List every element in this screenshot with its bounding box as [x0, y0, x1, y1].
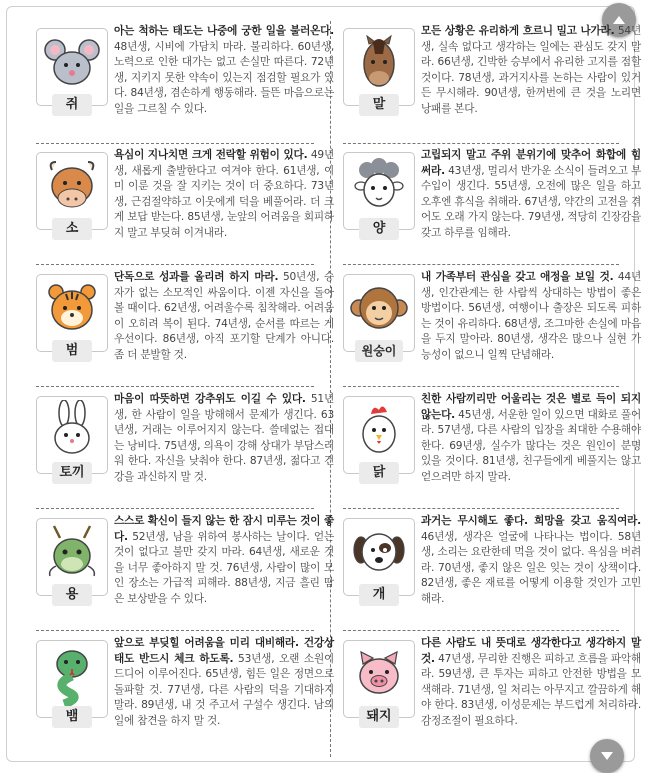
dog-icon: [349, 522, 409, 584]
fortune-body: 51년생, 한 사람이 일을 방해해서 문제가 생긴다. 63년생, 거래는 이루어지지 않는다. 쓸데없는 접대는 낭비다. 75년생, 의욕이 강해 상대가 부담스러워 한다. 자신을 낮춰야 한다. 87년생, 젊다고 건강을 과신하지 말 것.: [114, 393, 334, 483]
ox-icon: [42, 156, 102, 218]
entry-divider: [36, 143, 314, 144]
entry-divider: [343, 386, 619, 387]
zodiac-name-label: 범: [52, 340, 92, 362]
zodiac-name-label: 토끼: [52, 462, 92, 484]
entry-divider: [343, 264, 619, 265]
entry-divider: [343, 630, 619, 631]
fortune-headline: 앞으로 부딪힐 어려움을 미리 대비해라. 건강상태도 반드시 체크 하도록.: [114, 637, 334, 665]
fortune-entry-tiger: [36, 270, 334, 382]
fortune-body: 48년생, 시비에 가담치 마라. 불리하다. 60년생, 노력으로 인한 대가는 없고 손실만 따른다. 72년생, 지키지 못한 약속이 있는지 점검할 필요가 있다. 84년생, 겸손하게 행동해라. 들뜬 마음으로는 일을 그르칠 수 있다.: [114, 40, 334, 115]
zodiac-name-label: 돼지: [359, 706, 399, 728]
entry-divider: [36, 630, 314, 631]
zodiac-name-label: 개: [359, 584, 399, 606]
fortune-headline: 단독으로 성과를 올리려 하지 마라.: [114, 271, 279, 283]
fortune-entry-pig: [343, 636, 641, 748]
fortune-body: 44년생, 인간관계는 한 사람씩 상대하는 방법이 좋은 방법이다. 56년생, 여행이나 출장은 되도록 피하는 것이 유리하다. 68년생, 조그마한 손실에 마음을 두지 말아라. 80년생, 생각은 많으나 실현 가능성이 없으니 일찍 단념해라.: [421, 271, 641, 361]
tiger-icon: [42, 278, 102, 340]
fortune-headline: 고립되지 말고 주위 분위기에 맞추어 화합에 힘써라.: [421, 149, 641, 177]
fortune-body: 43년생, 멀리서 반가운 소식이 들려오고 부수입이 생긴다. 55년생, 오전에 많은 일을 하고 오후엔 휴식을 취해라. 67년생, 약간의 고전을 겪어도 오래 가지 않는다. 79년생, 적당히 긴장감을 갖고 하루를 임해라.: [421, 164, 641, 239]
entry-divider: [36, 264, 314, 265]
fortune-headline: 내 가족부터 관심을 갖고 애정을 보일 것.: [421, 271, 614, 283]
rabbit-icon: [42, 400, 102, 462]
fortune-entry-rooster: [343, 392, 641, 504]
fortune-headline: 욕심이 지나치면 크게 전락할 위험이 있다.: [114, 149, 308, 161]
pig-icon: [349, 644, 409, 706]
fortune-entry-snake: [36, 636, 334, 748]
fortune-entry-ox: [36, 148, 334, 260]
fortune-entry-dragon: [36, 514, 334, 626]
entry-divider: [343, 143, 619, 144]
fortune-headline: 친한 사람끼리만 어울리는 것은 별로 득이 되지 않는다.: [421, 393, 641, 421]
zodiac-name-label: 닭: [359, 462, 399, 484]
zodiac-name-label: 용: [52, 584, 92, 606]
fortune-headline: 마음이 따뜻하면 강추위도 이길 수 있다.: [114, 393, 306, 405]
entry-divider: [36, 508, 314, 509]
zodiac-name-label: 뱀: [52, 706, 92, 728]
rooster-icon: [349, 400, 409, 462]
monkey-icon: [349, 278, 409, 340]
fortune-entry-monkey: [343, 270, 641, 382]
fortune-headline: 아는 척하는 태도는 나중에 궁한 일을 불러온다.: [114, 25, 334, 37]
zodiac-name-label: 쥐: [52, 94, 92, 116]
fortune-entry-dog: [343, 514, 641, 626]
fortune-headline: 다른 사람도 내 뜻대로 생각한다고 생각하지 말 것.: [421, 637, 641, 665]
entry-divider: [36, 386, 314, 387]
sheep-icon: [349, 156, 409, 218]
fortune-body: 49년생, 새롭게 출발한다고 여겨야 한다. 61년생, 이미 이룬 것을 잘 지키는 것이 더 중요하다. 73년생, 근검절약하고 이웃에게 덕을 베풀어라. 더 크게 보답 받는다. 85년생, 눈앞의 어려움을 회피하지 말고 부딪혀 이겨내라.: [114, 149, 334, 239]
rat-icon: [42, 32, 102, 94]
fortune-body: 54년생, 실속 없다고 생각하는 일에는 관심도 갖지 말라. 66년생, 긴박한 승부에서 유리한 고지를 점할 것이다. 78년생, 과거지사를 논하는 사람이 있거든 무시해라. 90년생, 한꺼번에 큰 것을 노리면 낭패를 본다.: [421, 25, 641, 115]
fortune-entry-rat: [36, 24, 334, 136]
zodiac-name-label: 원숭이: [355, 340, 403, 362]
snake-icon: [42, 644, 102, 706]
fortune-headline: 스스로 확신이 들지 않는 한 잠시 미루는 것이 좋다.: [114, 515, 334, 543]
fortune-body: 50년생, 승자가 없는 소모적인 싸움이다. 이젠 자신을 돌아볼 때이다. 62년생, 어려울수록 침착해라. 어려움이 오히려 복이 된다. 74년생, 순서를 따르는 게 우선이다. 86년생, 아직 포기할 단계가 아니다. 좀 더 분발할 것.: [114, 271, 335, 361]
horse-icon: [349, 32, 409, 94]
zodiac-name-label: 말: [359, 94, 399, 116]
arrow-down-icon: [599, 748, 615, 764]
fortune-entry-sheep: [343, 148, 641, 260]
zodiac-name-label: 양: [359, 218, 399, 240]
fortune-body: 53년생, 오랜 소원이 드디어 이루어진다. 65년생, 힘든 일은 정면으로 돌파할 것. 77년생, 다른 사람의 덕을 기대하지 말라. 89년생, 내 것 주고서 구설수 생긴다. 남의 일에 참견을 하지 말 것.: [114, 652, 335, 727]
fortune-body: 47년생, 무리한 진행은 피하고 흐름을 파악해라. 59년생, 큰 투자는 피하고 안전한 방법을 모색해라. 71년생, 일 처리는 아무지고 깔끔하게 해야 한다. 83년생, 이성문제는 부드럽게 처리하라. 감정조절이 필요하다.: [421, 652, 641, 727]
fortune-headline: 모든 상황은 유리하게 흐르니 밀고 나가라.: [421, 25, 615, 37]
fortune-entry-rabbit: [36, 392, 334, 504]
fortune-body: 52년생, 남을 위하여 봉사하는 날이다. 얻는 것이 없다고 불만 갖지 마라. 64년생, 새로운 것을 너무 좋아하지 말 것. 76년생, 사람이 많이 모인 장소는 가급적 피해라. 88년생, 지금 흘린 땀은 보상받을 수 있다.: [114, 530, 334, 605]
entry-divider: [343, 508, 619, 509]
fortune-headline: 과거는 무시해도 좋다. 희망을 갖고 움직여라.: [421, 515, 641, 527]
fortune-body: 45년생, 서운한 일이 있으면 대화로 풀어라. 57년생, 다른 사람의 입장을 최대한 수용해야 한다. 69년생, 실수가 많다는 것은 원인이 분명 있을 것이다. 81년생, 친구들에게 베풀지는 않고 얻으려만 하지 말라.: [421, 408, 641, 483]
zodiac-name-label: 소: [52, 218, 92, 240]
fortune-body: 46년생, 생각은 얼굴에 나타나는 법이다. 58년생, 소리는 요란한데 먹을 것이 없다. 욕심을 버려라. 70년생, 좋지 않은 일은 잊는 것이 상책이다. 82년생, 좋은 재료를 어떻게 이용할 것인가 고민해라.: [421, 530, 641, 605]
dragon-icon: [42, 522, 102, 584]
fortune-entry-horse: [343, 24, 641, 136]
